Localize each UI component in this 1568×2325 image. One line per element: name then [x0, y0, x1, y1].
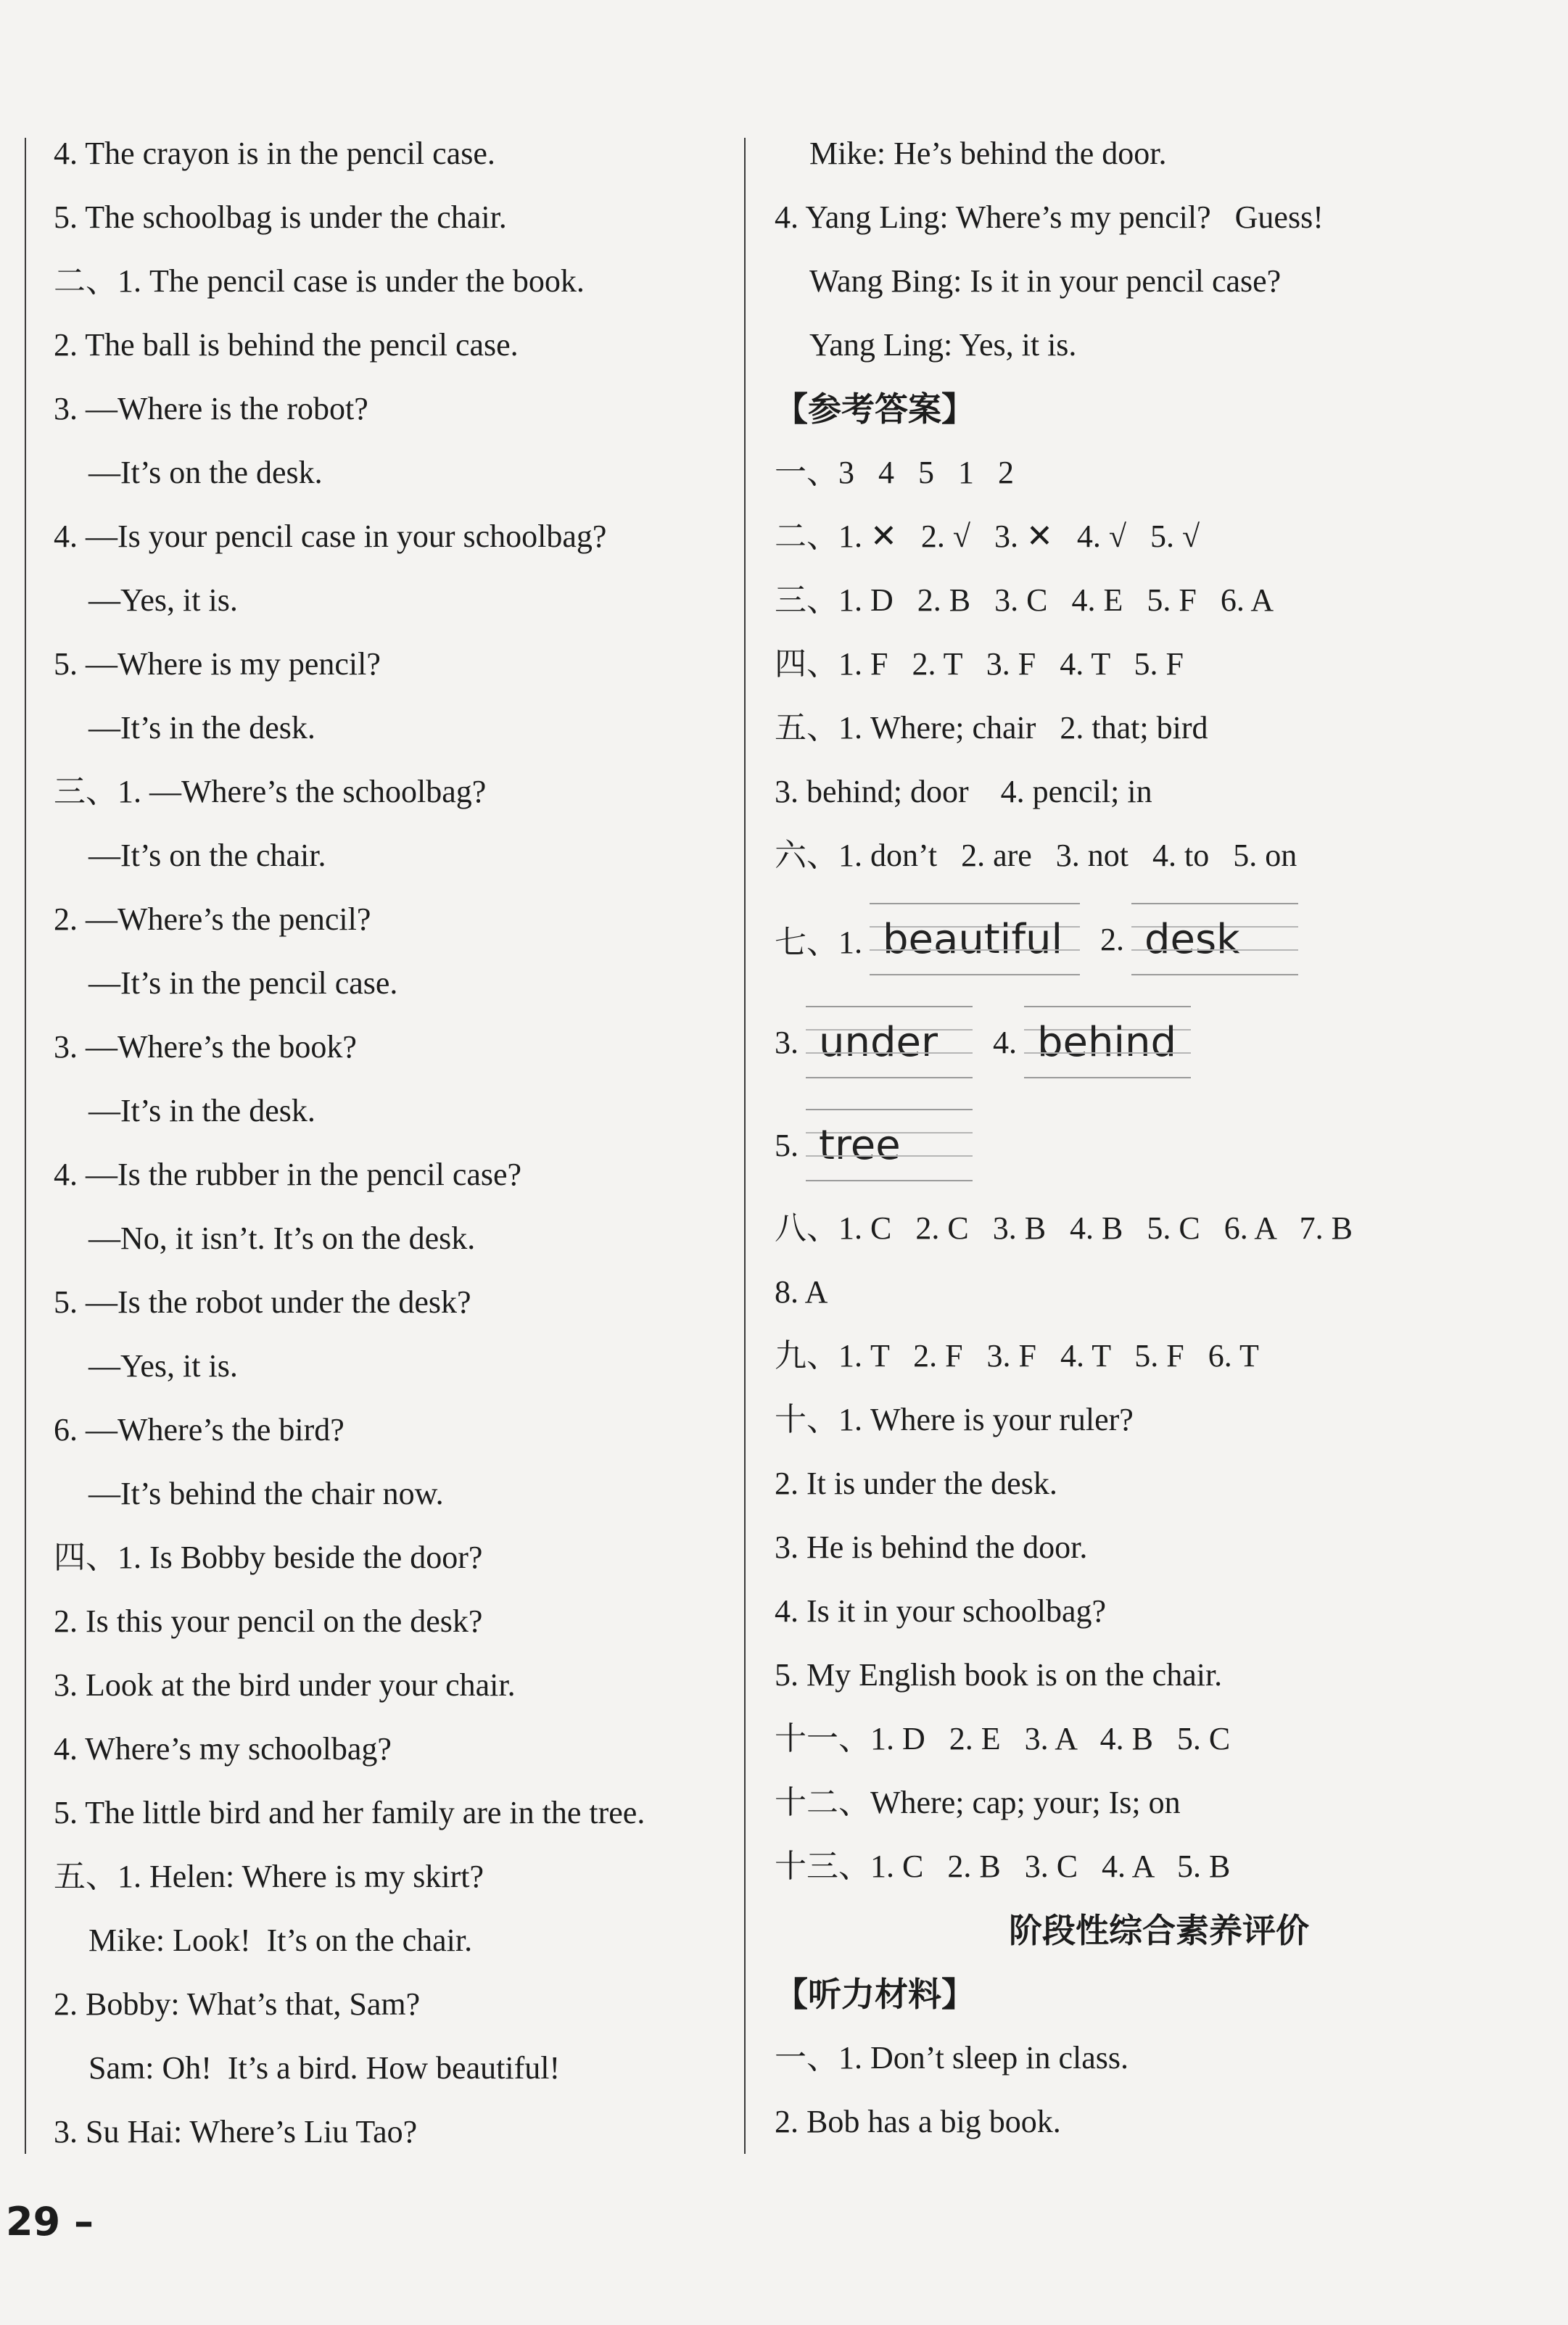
text-line: 4. Where’s my schoolbag? — [54, 1731, 392, 1767]
text-line: Wang Bing: Is it in your pencil case? — [809, 263, 1282, 299]
text-line: 4. Yang Ling: Where’s my pencil? Guess! — [775, 199, 1324, 235]
question-number: 七、1. — [775, 925, 862, 960]
text-line: 3. —Where is the robot? — [54, 391, 368, 426]
text-line: Mike: Look! It’s on the chair. — [88, 1923, 473, 1958]
text-line: 4. —Is your pencil case in your schoolbag? — [54, 519, 607, 554]
answer-line: 四、1. F 2. T 3. F 4. T 5. F — [775, 646, 1184, 682]
answer-line: 九、1. T 2. F 3. F 4. T 5. F 6. T — [775, 1338, 1259, 1374]
answer-line: 5. My English book is on the chair. — [775, 1657, 1223, 1693]
right-column — [775, 122, 1543, 2154]
listening-line: 2. Bob has a big book. — [775, 2104, 1061, 2139]
answer-line: 十、1. Where is your ruler? — [775, 1402, 1134, 1437]
text-line: 四、1. Is Bobby beside the door? — [54, 1540, 483, 1575]
text-line: 5. The little bird and her family are in the tree. — [54, 1795, 645, 1830]
text-line: Sam: Oh! It’s a bird. How beautiful! — [88, 2050, 561, 2086]
text-line: 五、1. Helen: Where is my skirt? — [54, 1859, 484, 1894]
writing-lines — [870, 903, 1080, 975]
answer-line: 六、1. don’t 2. are 3. not 4. to 5. on — [775, 838, 1297, 873]
text-line: —No, it isn’t. It’s on the desk. — [88, 1221, 476, 1256]
answer-line: 2. It is under the desk. — [775, 1466, 1057, 1501]
text-line: 5. —Where is my pencil? — [54, 646, 381, 682]
text-line: 2. Is this your pencil on the desk? — [54, 1603, 483, 1639]
answer-line: 十三、1. C 2. B 3. C 4. A 5. B — [775, 1849, 1231, 1884]
handwritten-word: tree — [819, 1122, 901, 1169]
handwriting-row — [775, 991, 1543, 1094]
handwritten-word: under — [819, 1019, 938, 1066]
listening-heading: 【听力材料】 — [775, 1975, 975, 2014]
text-line: —It’s behind the chair now. — [88, 1476, 444, 1511]
listening-line: 一、1. Don’t sleep in class. — [775, 2040, 1129, 2076]
text-line: 4. The crayon is in the pencil case. — [54, 136, 495, 171]
text-line: —Yes, it is. — [88, 1348, 238, 1384]
question-number: 2. — [1100, 921, 1124, 957]
question-number: 5. — [775, 1127, 799, 1163]
text-line: 3. —Where’s the book? — [54, 1029, 357, 1065]
page-number: 29 – — [6, 2199, 94, 2245]
text-line: —It’s on the chair. — [88, 838, 326, 873]
text-line: —It’s in the desk. — [88, 1093, 315, 1128]
answer-line: 一、3 4 5 1 2 — [775, 455, 1014, 490]
text-line: Yang Ling: Yes, it is. — [809, 327, 1077, 363]
handwriting-row — [775, 888, 1543, 991]
writing-lines — [806, 1006, 973, 1078]
answer-line: 八、1. C 2. C 3. B 4. B 5. C 6. A 7. B — [775, 1210, 1353, 1246]
left-margin-rule — [25, 138, 26, 2154]
writing-lines — [806, 1109, 973, 1181]
text-line: —It’s in the pencil case. — [88, 965, 398, 1001]
text-line: 2. The ball is behind the pencil case. — [54, 327, 519, 363]
answer-line: 3. He is behind the door. — [775, 1529, 1088, 1565]
answer-line: 3. behind; door 4. pencil; in — [775, 774, 1152, 809]
text-line: —Yes, it is. — [88, 582, 238, 618]
question-number: 3. — [775, 1024, 799, 1060]
text-line: 6. —Where’s the bird? — [54, 1412, 344, 1448]
writing-lines — [1131, 903, 1298, 975]
column-divider — [744, 138, 746, 2154]
text-line: 3. Su Hai: Where’s Liu Tao? — [54, 2114, 418, 2150]
answer-line: 4. Is it in your schoolbag? — [775, 1593, 1107, 1629]
section-title: 阶段性综合素养评价 — [1009, 1911, 1309, 1950]
handwritten-word: desk — [1144, 916, 1240, 963]
text-line: —It’s on the desk. — [88, 455, 323, 490]
answer-line: 十二、Where; cap; your; Is; on — [775, 1785, 1181, 1820]
answer-heading: 【参考答案】 — [775, 389, 975, 429]
text-line: 二、1. The pencil case is under the book. — [54, 263, 585, 299]
text-line: 2. Bobby: What’s that, Sam? — [54, 1986, 421, 2022]
text-line: 2. —Where’s the pencil? — [54, 901, 371, 937]
answer-line: 二、1. ✕ 2. √ 3. ✕ 4. √ 5. √ — [775, 519, 1200, 554]
answer-line: 五、1. Where; chair 2. that; bird — [775, 710, 1208, 746]
text-line: 三、1. —Where’s the schoolbag? — [54, 774, 487, 809]
text-line: 4. —Is the rubber in the pencil case? — [54, 1157, 522, 1192]
text-line: 5. The schoolbag is under the chair. — [54, 199, 507, 235]
answer-line: 三、1. D 2. B 3. C 4. E 5. F 6. A — [775, 582, 1274, 618]
left-column — [54, 122, 728, 2164]
text-line: 3. Look at the bird under your chair. — [54, 1667, 516, 1703]
answer-line: 十一、1. D 2. E 3. A 4. B 5. C — [775, 1721, 1231, 1756]
text-line: —It’s in the desk. — [88, 710, 315, 746]
handwriting-row — [775, 1094, 1543, 1197]
text-line: Mike: He’s behind the door. — [809, 136, 1167, 171]
question-number: 4. — [993, 1024, 1017, 1060]
handwritten-word: behind — [1037, 1019, 1177, 1066]
handwritten-word: beautiful — [883, 916, 1063, 963]
text-line: 5. —Is the robot under the desk? — [54, 1284, 471, 1320]
answer-line: 8. A — [775, 1274, 828, 1310]
writing-lines — [1024, 1006, 1191, 1078]
